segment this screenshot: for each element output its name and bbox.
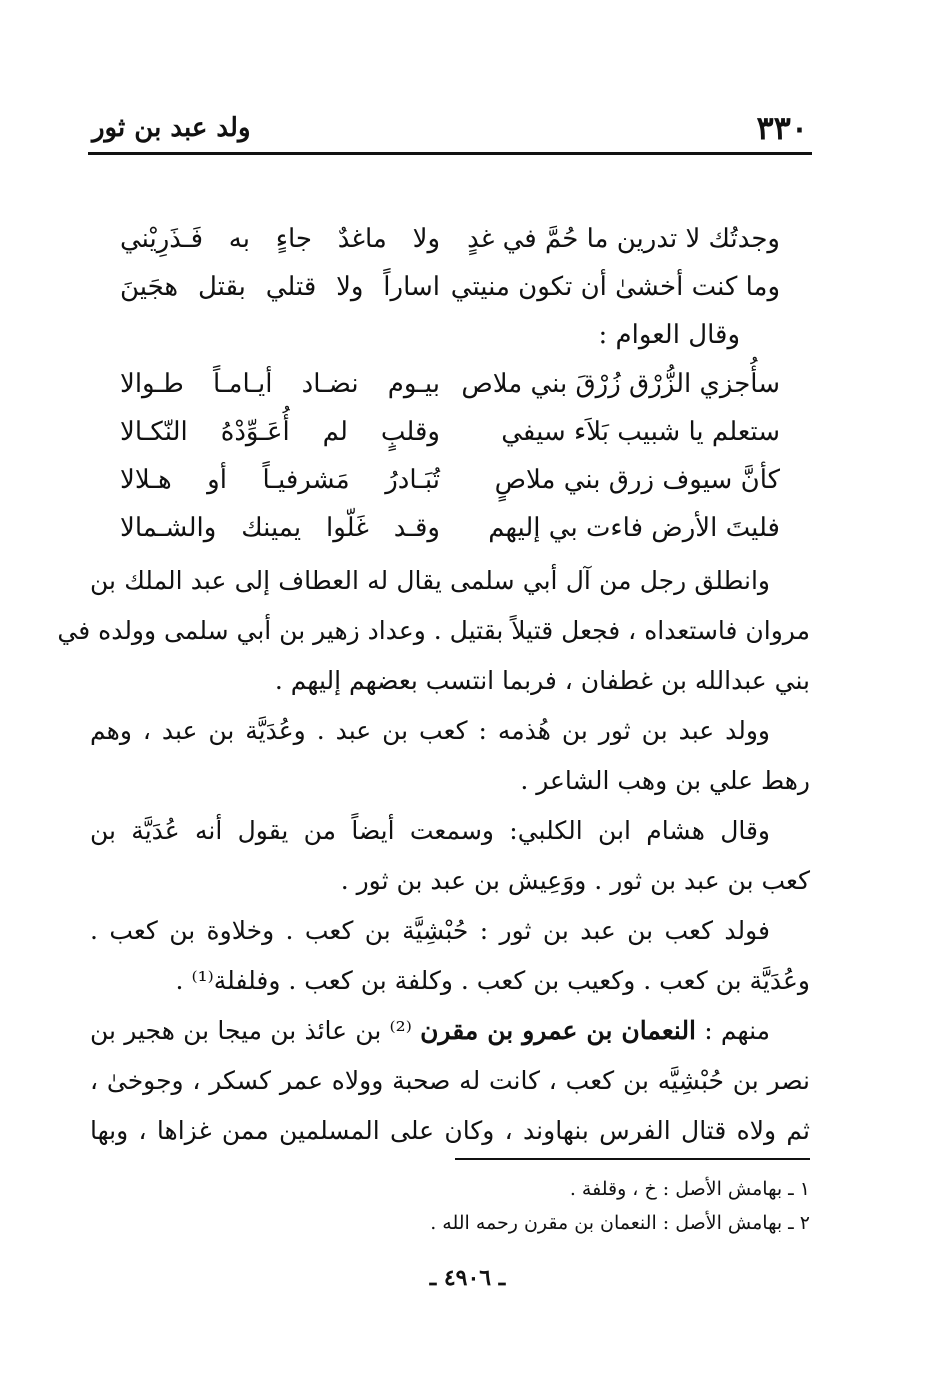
paragraph-line: ثم ولاه قتال الفرس بنهاوند ، وكان على المسلمين ممن غزاها ، وبها [90, 1116, 810, 1145]
verse-line [100, 408, 780, 456]
paragraph-line: وعُدَيَّة بن كعب . وكعيب بن كعب . وكلفة بن كعب . وفلفلة⁽¹⁾ . [175, 966, 810, 995]
verse-line [100, 360, 780, 408]
paragraph-line: كعب بن عبد بن ثور . ووَعِيش بن عبد بن ثور . [340, 866, 810, 895]
verse-first-hemistich: كأنَّ سيوف زرق بني ملاصٍ [494, 465, 780, 495]
verse-line [100, 456, 780, 504]
paragraph-line: رهط علي بن وهب الشاعر . [520, 766, 810, 795]
verse-second-hemistich: بيـوم نضـاد أيـامـاً طـوالا [120, 369, 440, 399]
paragraph-line: نصر بن حُبْشِيَّه بن كعب ، كانت له صحبة وولاه عمر كسكر ، وجوخىٰ ، [90, 1066, 810, 1095]
footnote-rule [455, 1158, 810, 1160]
verse-first-hemistich: فليتَ الأرض فاءت بي إليهم [488, 513, 780, 543]
paragraph-line: بني عبدالله بن غطفان ، فربما انتسب بعضهم إليهم . [274, 666, 810, 695]
verse-second-hemistich: اساراً ولا قتلي بقتل هجَينَ [120, 272, 440, 302]
paragraph-line: وقال هشام ابن الكلبي: وسمعت أيضاً من يقول أنه عُدَيَّة بن [90, 816, 770, 845]
verse-line [100, 215, 780, 263]
verse-first-hemistich: وجدتُك لا تدرين ما حُمَّ في غدٍ [467, 224, 780, 254]
verse-first-hemistich: وما كنت أخشىٰ أن تكون منيتي [450, 272, 780, 302]
paragraph-line [90, 1006, 770, 1056]
verse-second-hemistich: وقلبٍ لم أُعَـوِّدْهُ النّكـالا [120, 417, 440, 447]
speaker-line: وقال العوام : [598, 320, 740, 350]
verse-second-hemistich: ولا ماغدٌ جاءٍ به فَـذَرِيْني [120, 224, 440, 254]
page-header [90, 108, 810, 152]
paragraph-line: فولد كعب بن عبد بن ثور : حُبْشِيَّة بن كعب . وخلاوة بن كعب . [90, 916, 770, 945]
paragraph-line: وولد عبد بن ثور بن هُذمه : كعب بن عبد . وعُدَيَّة بن عبد ، وهم [90, 716, 770, 745]
verse-second-hemistich: تُبَـادرُ مَشرفيـاً أو هـلالا [120, 465, 440, 495]
page-number: ٣٣٠ [756, 109, 808, 147]
speaker-line-row [100, 311, 780, 359]
verse-second-hemistich: وقـد غَلّوا يمينك والشـمالا [120, 513, 440, 543]
verse-first-hemistich: سأُجزي الزُّرْق زُرْقَ بني ملاص [461, 369, 780, 399]
running-title: ولد عبد بن ثور [92, 113, 251, 143]
paragraph-line: وانطلق رجل من آل أبي سلمى يقال له العطاف إلى عبد الملك بن [90, 566, 770, 595]
paragraph-suffix: ⁽²⁾ بن عائذ بن ميجا بن هجير بن [90, 1016, 412, 1045]
verse-line [100, 504, 780, 552]
header-rule [88, 152, 812, 155]
footnote-2: ٢ ـ بهامش الأصل : النعمان بن مقرن رحمه الله . [430, 1212, 810, 1234]
paragraph-prefix: منهم : [704, 1016, 770, 1045]
footnote-1: ١ ـ بهامش الأصل : خ ، وقلفة . [569, 1178, 810, 1200]
verse-line [100, 263, 780, 311]
verse-first-hemistich: ستعلم يا شبيب بَلاَء سيفي [501, 417, 780, 447]
folio-number: ـ ٤٩٠٦ ـ [429, 1265, 506, 1291]
paragraph-line: مروان فاستعداه ، فجعل قتيلاً بقتيل . وعداد زهير بن أبي سلمى وولده في [57, 616, 810, 645]
person-name-bold: النعمان بن عمرو بن مقرن [420, 1016, 697, 1045]
